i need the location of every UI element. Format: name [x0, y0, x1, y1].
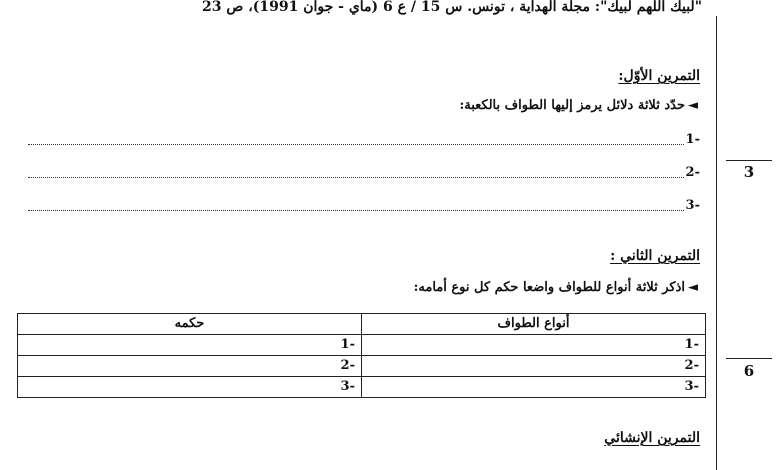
table-cell-ruling[interactable]: -1 [18, 335, 362, 356]
table-cell-type[interactable]: -2 [362, 356, 706, 377]
exercise1-question-text: حدّد ثلاثة دلائل يرمز إليها الطواف بالكعبة: [459, 98, 685, 113]
exercise1-answer-line-1[interactable] [28, 130, 700, 148]
exercise2-question [414, 278, 698, 298]
answer-number: -1 [685, 132, 700, 147]
table-cell-type[interactable]: -1 [362, 335, 706, 356]
exercise2-score: 6 [743, 362, 755, 380]
table-cell-type[interactable]: -3 [362, 377, 706, 398]
dotted-answer-space [28, 143, 684, 145]
header-ruling: حكمه [18, 314, 362, 335]
exercise2-title: التمرين الثاني : [610, 248, 700, 264]
margin-divider [716, 16, 717, 470]
table-header-row [18, 314, 706, 335]
exercise2-question-text: اذكر ثلاثة أنواع للطواف واضعا حكم كل نوع أمامه: [413, 280, 685, 295]
dotted-answer-space [28, 176, 684, 178]
score-line [726, 358, 772, 359]
answer-number: -2 [685, 165, 700, 180]
tawaf-types-table [17, 313, 706, 398]
header-tawaf-types: أنواع الطواف [362, 314, 706, 335]
exercise1-score: 3 [743, 163, 755, 181]
table-row [18, 377, 706, 398]
exercise1-question [459, 96, 698, 116]
dotted-answer-space [28, 209, 684, 211]
exercise1-answer-line-2[interactable] [28, 163, 700, 181]
source-citation: "لبيك اللهم لبيك": مجلة الهداية ، تونس. س 15 / ع 6 (ماي - جوان 1991)، ص 23 [202, 0, 702, 15]
arrow-bullet-icon: ◄ [688, 280, 698, 295]
table-row [18, 335, 706, 356]
arrow-bullet-icon: ◄ [688, 98, 698, 113]
table-cell-ruling[interactable]: -2 [18, 356, 362, 377]
answer-number: -3 [685, 198, 700, 213]
table-row [18, 356, 706, 377]
table-cell-ruling[interactable]: -3 [18, 377, 362, 398]
exercise3-title: التمرين الإنشائي [604, 430, 700, 446]
exercise1-title: التمرين الأوّل: [618, 68, 700, 84]
score-line [726, 160, 772, 161]
exercise1-answer-line-3[interactable] [28, 196, 700, 214]
